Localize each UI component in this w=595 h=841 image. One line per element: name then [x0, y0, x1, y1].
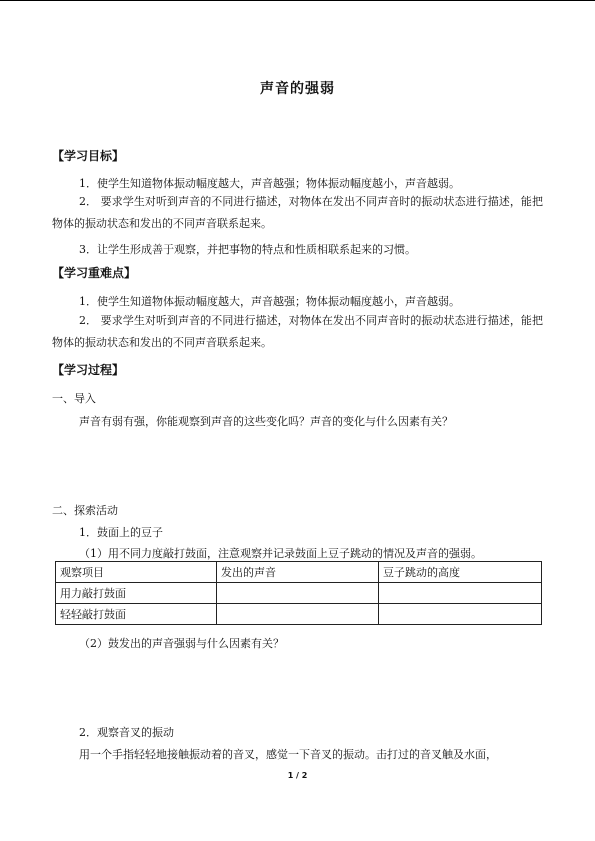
table-header-row	[56, 562, 542, 583]
key-points-item-2: 2． 要求学生对听到声音的不同进行描述，对物体在发出不同声音时的振动状态进行描述，能把物体的振动状态和发出的不同声音联系起来。	[52, 314, 543, 349]
table-row	[56, 583, 542, 604]
activity-2-title: 2．观察音叉的振动	[79, 726, 174, 739]
table-cell: 轻轻敲打鼓面	[56, 604, 217, 625]
key-points-item-1: 1．使学生知道物体振动幅度越大，声音越强；物体振动幅度越小，声音越弱。	[79, 295, 460, 308]
table-header-cell: 豆子跳动的高度	[379, 562, 542, 583]
table-cell	[379, 604, 542, 625]
table-header-cell: 观察项目	[56, 562, 217, 583]
goals-item-2: 2． 要求学生对听到声音的不同进行描述，对物体在发出不同声音时的振动状态进行描述，能把物体的振动状态和发出的不同声音联系起来。	[52, 195, 543, 230]
observation-table	[55, 561, 542, 625]
goals-item-1: 1．使学生知道物体振动幅度越大，声音越强；物体振动幅度越小，声音越弱。	[79, 177, 460, 190]
key-points-heading: 【学习重难点】	[52, 266, 137, 280]
activity-2-text: 用一个手指轻轻地接触振动着的音叉，感觉一下音叉的振动。击打过的音叉触及水面，	[79, 748, 497, 761]
activity-1-step-2: （2）鼓发出的声音强弱与什么因素有关？	[79, 637, 284, 650]
activity-1-title: 1．鼓面上的豆子	[79, 526, 163, 539]
activity-1-step-1: （1）用不同力度敲打鼓面，注意观察并记录鼓面上豆子跳动的情况及声音的强弱。	[79, 547, 482, 560]
goals-item-3: 3．让学生形成善于观察，并把事物的特点和性质相联系起来的习惯。	[79, 243, 416, 256]
intro-text: 声音有弱有强，你能观察到声音的这些变化吗？声音的变化与什么因素有关？	[79, 415, 453, 428]
page-title: 声音的强弱	[260, 81, 335, 97]
table-cell	[217, 604, 379, 625]
table-cell: 用力敲打鼓面	[56, 583, 217, 604]
page-number: 1 / 2	[287, 771, 308, 780]
table-row	[56, 604, 542, 625]
header-rule	[0, 0, 595, 1]
explore-heading: 二、探索活动	[52, 504, 118, 517]
table-cell	[217, 583, 379, 604]
intro-heading: 一、导入	[52, 392, 96, 405]
process-heading: 【学习过程】	[52, 363, 125, 377]
table-header-cell: 发出的声音	[217, 562, 379, 583]
goals-heading: 【学习目标】	[52, 149, 125, 163]
table-cell	[379, 583, 542, 604]
